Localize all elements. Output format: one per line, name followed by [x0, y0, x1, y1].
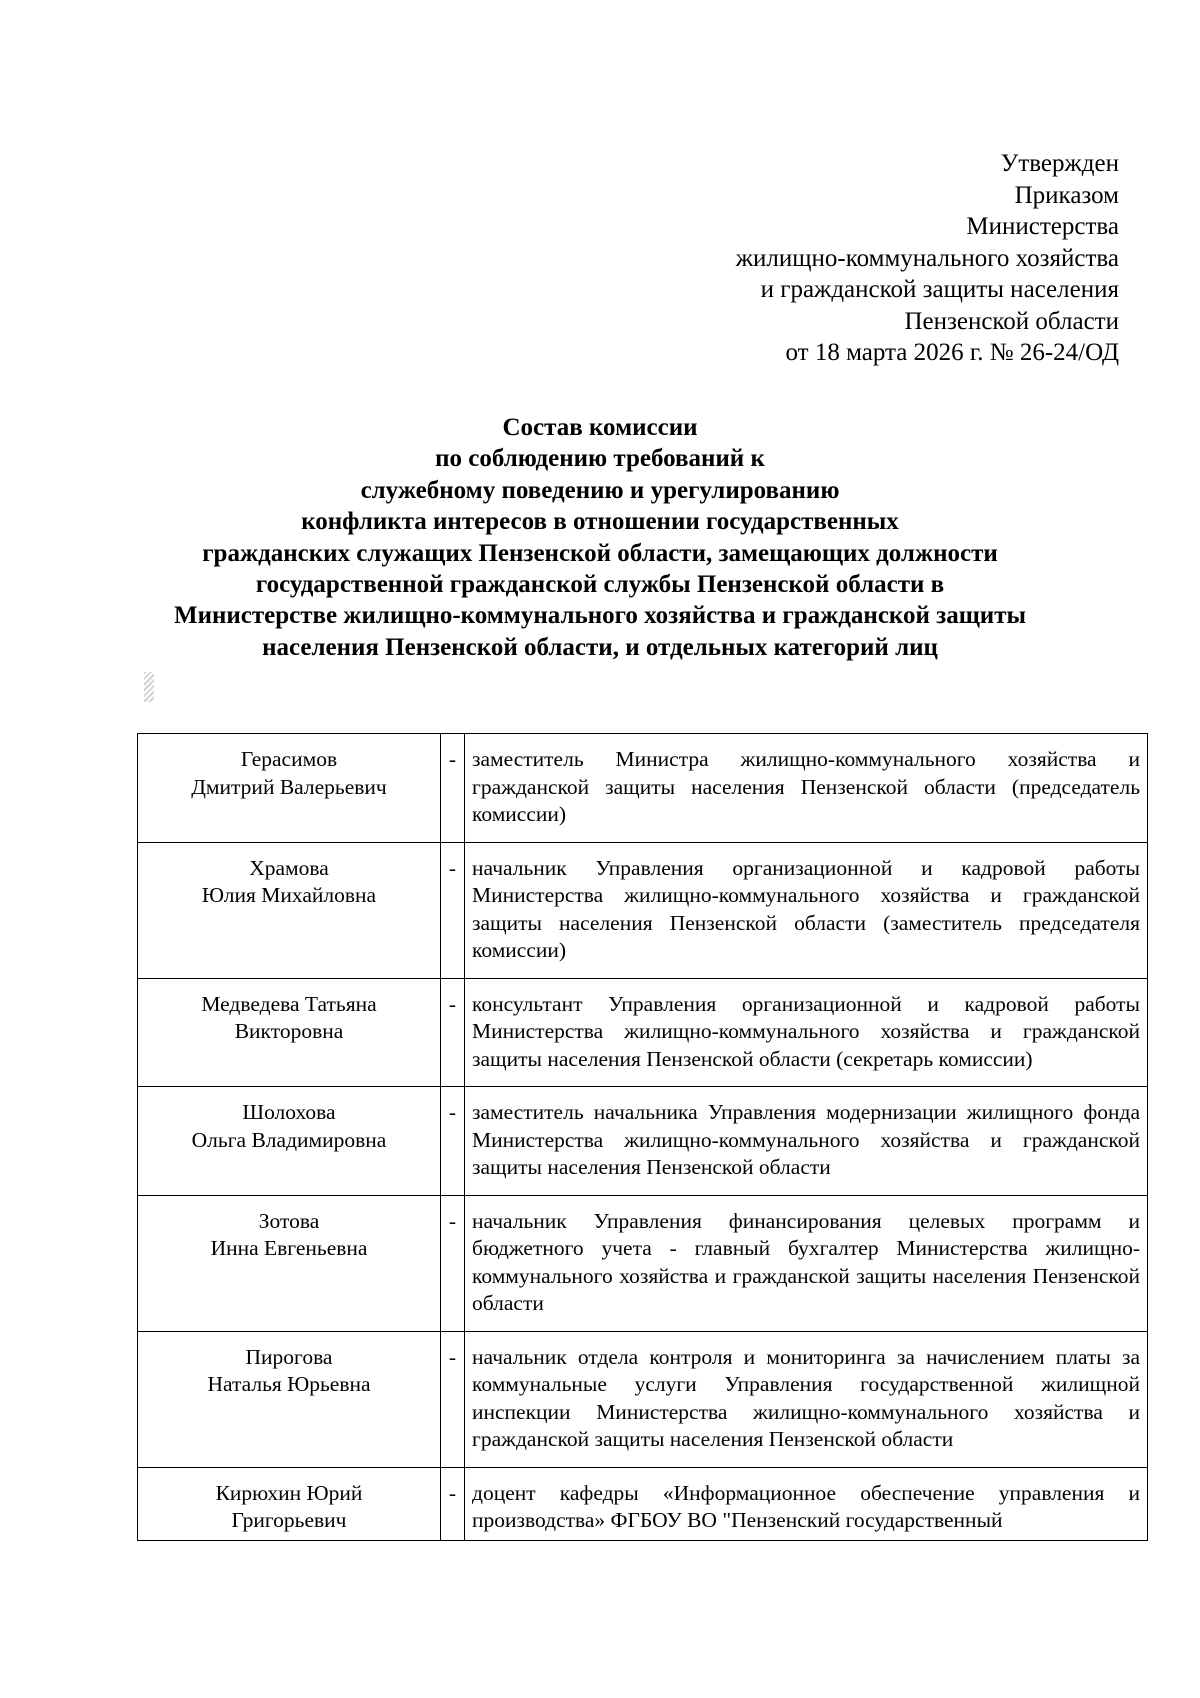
dash-separator: -	[441, 734, 465, 843]
table-row	[138, 842, 1148, 978]
member-name	[138, 1467, 441, 1540]
table-row	[138, 1195, 1148, 1331]
member-name	[138, 1087, 441, 1196]
approval-date-number: от 18 марта 2026 г. № 26-24/ОД	[785, 339, 1119, 366]
member-name	[138, 1331, 441, 1467]
approval-line: Министерства	[966, 213, 1119, 240]
title-line: государственной гражданской службы Пензенской области в	[255, 571, 945, 599]
member-surname: Герасимов	[240, 747, 338, 771]
table-row	[138, 978, 1148, 1087]
member-surname: Шолохова	[242, 1100, 336, 1124]
dash-separator: -	[441, 1195, 465, 1331]
table-row	[138, 1467, 1148, 1540]
member-given-names: Юлия Михайловна	[201, 883, 377, 907]
dash-separator: -	[441, 978, 465, 1087]
document-title	[60, 412, 1140, 663]
member-name	[138, 978, 441, 1087]
title-line: Министерстве жилищно-коммунального хозяйства и гражданской защиты	[173, 602, 1027, 630]
approval-stamp	[599, 148, 1119, 369]
member-given-names: Наталья Юрьевна	[207, 1372, 371, 1396]
approval-line: жилищно-коммунального хозяйства	[735, 244, 1119, 272]
title-line: населения Пензенской области, и отдельных категорий лиц	[262, 633, 938, 661]
member-role: доцент кафедры «Информационное обеспечение управления и производства» ФГБОУ ВО "Пензенский государственный	[465, 1467, 1148, 1540]
title-line: служебному поведению и урегулированию	[360, 476, 840, 504]
member-given-names: Инна Евгеньевна	[210, 1236, 368, 1260]
title-line: Состав комиссии	[502, 414, 698, 441]
member-role: начальник Управления организационной и кадровой работы Министерства жилищно-коммунального хозяйства и гражданской защиты населения Пензенской области (заместитель председателя комиссии)	[465, 842, 1148, 978]
dash-separator: -	[441, 1087, 465, 1196]
title-line: гражданских служащих Пензенской области, замещающих должности	[202, 539, 998, 567]
approval-line: Утвержден	[1000, 150, 1119, 177]
member-surname: Зотова	[258, 1208, 320, 1233]
table-row	[138, 1087, 1148, 1196]
member-role: заместитель начальника Управления модернизации жилищного фонда Министерства жилищно-коммунального хозяйства и гражданской защиты населения Пензенской области	[465, 1087, 1148, 1196]
member-name	[138, 734, 441, 843]
member-given-names: Дмитрий Валерьевич	[191, 774, 387, 799]
approval-line: и гражданской защиты населения	[760, 276, 1119, 303]
member-name	[138, 1195, 441, 1331]
approval-line: Пензенской области	[904, 307, 1119, 335]
table-row	[138, 1331, 1148, 1467]
dash-separator: -	[441, 1467, 465, 1540]
member-given-names: Викторовна	[234, 1019, 344, 1043]
commission-members-table	[137, 733, 1148, 1541]
member-given-names: Ольга Владимировна	[191, 1127, 387, 1152]
dash-separator: -	[441, 1331, 465, 1467]
scan-artifact	[144, 672, 154, 702]
member-surname: Храмова	[249, 855, 329, 880]
member-role: начальник отдела контроля и мониторинга за начислением платы за коммунальные услуги Управления государственной жилищной инспекции Министерства жилищно-коммунального хозяйства и гражданской защиты населения Пензенской области	[465, 1331, 1148, 1467]
member-role: консультант Управления организационной и кадровой работы Министерства жилищно-коммунального хозяйства и гражданской защиты населения Пензенской области (секретарь комиссии)	[465, 978, 1148, 1087]
member-surname: Пирогова	[245, 1344, 333, 1369]
member-surname: Кирюхин Юрий	[215, 1480, 363, 1505]
title-line: по соблюдению требований к	[435, 445, 765, 473]
member-role: начальник Управления финансирования целевых программ и бюджетного учета - главный бухгалтер Министерства жилищно-коммунального хозяйства и гражданской защиты населения Пензенской области	[465, 1195, 1148, 1331]
title-line: конфликта интересов в отношении государственных	[301, 508, 899, 536]
member-surname: Медведева Татьяна	[201, 991, 377, 1016]
member-given-names: Григорьевич	[231, 1508, 347, 1532]
approval-line: Приказом	[1014, 181, 1119, 209]
table-row	[138, 734, 1148, 843]
member-name	[138, 842, 441, 978]
dash-separator: -	[441, 842, 465, 978]
member-role: заместитель Министра жилищно-коммунального хозяйства и гражданской защиты населения Пензенской области (председатель комиссии)	[465, 734, 1148, 843]
